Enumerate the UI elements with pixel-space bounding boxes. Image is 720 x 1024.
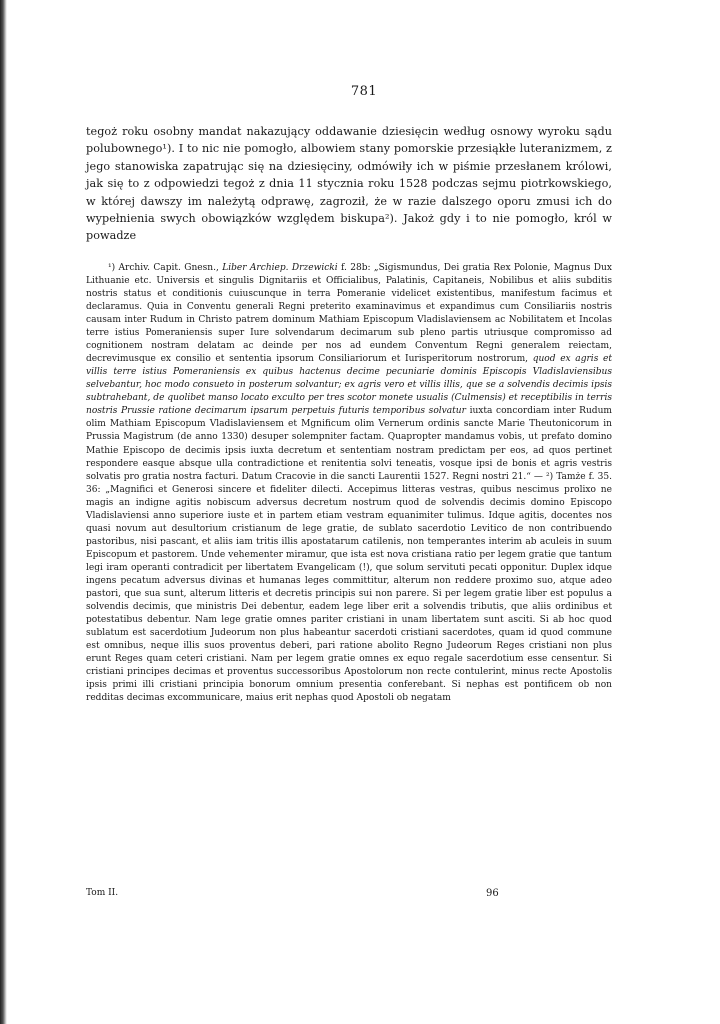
page [86, 84, 612, 705]
footnote-text-3: iuxta concordiam inter Rudum olim Mathiam Episcopum Vladislaviensem et Mgnificum olim Vernerum ordinis sancte Marie Theutonicorum in Prussia Magistrum (de anno 1330) desuper solempniter factam. Quapropter mandamus vobis, ut prefato domino Mathie Episcopo de decimis ipsis iuxta decretum et sententiam nostram predictam per eos, ad quos pertinet respondere easque absque ulla contradictione et renitentia solvi teneatis, vosque ipsi de bonis et agris vestris solvatis pro gratia nostra facturi. Datum Cracovie in die sancti Laurentii 1527. Regni nostri 21.“ — ²) Tamże f. 35. 36: „Magnifici et Generosi sincere et fideliter dilecti. Accepimus litteras vestras, quibus nescimus prolixo ne magis an indigne agitis nobiscum adversus decretum nostrum quod de solvendis decimis domino Episcopo Vladislaviensi anno superiore iuste et in partem etiam vestram equanimiter tulimus. Idque agitis, docentes nos quasi novum aut desultorium cristianum de lege gratie, de sublato sacerdotio Levitico de non contribuendo pastoribus, nisi pascant, et aliis iam tritis illis apostatarum catilenis, non temperantes interim ab aculeis in suum Episcopum et pastorem. Unde vehementer miramur, que ista est nova cristiana ratio per legem gratie que tantum legi iram operanti contradicit per libertatem Evangelicam (!), que solum servituti pecati opponitur. Duplex idque ingens pecatum adversus divinas et humanas leges committitur, alterum non reddere proximo suo, atque adeo pastori, que sua sunt, alterum litteris et decretis principis sui non parere. Si per legem gratie liber est populus a solvendis decimis, que ministris Dei debentur, eadem lege liber erit a solvendis tributis, que aliis ordinibus et potestatibus debentur. Nam lege gratie omnes pariter cristiani in unam libertatem sunt asciti. Si ab hoc quod sublatum est sacerdotium Judeorum non plus habeantur sacerdoti cristiani sacerdotes, quam id quod commune est omnibus, neque illis suos proventus deberi, pari ratione abolito Regno Judeorum Reges cristiani non plus erunt Reges quam ceteri cristiani. Nam per legem gratie omnes ex equo regale sacerdotium esse censentur. Si cristiani principes decimas et proventus successoribus Apostolorum non recte contulerint, minus recte Apostolis ipsis primi illi cristiani principia bonorum omnium presentia conferebant. Si nephas est pontificem ob non redditas decimas excommunicare, maius erit nephas quod Apostoli ob negatam [86, 406, 612, 704]
scan-border [0, 0, 7, 1024]
footnotes [86, 262, 612, 706]
footnote-text-1: ¹) Archiv. Capit. Gnesn., [108, 262, 223, 273]
main-paragraph: tegoż roku osobny mandat nakazujący oddawanie dziesięcin według osnowy wyroku sądu polubownego¹). I to nic nie pomogło, albowiem stany pomorskie przesiąkłe luteranizmem, z jego stanowiska zapatrując się na dziesięciny, odmówiły ich w piśmie przesłanem królowi, jak się to z odpowiedzi tegoż z dnia 11 stycznia roku 1528 podczas sejmu piotrkowskiego, w której dawszy im należytą odprawę, zagroził, że w razie dalszego oporu zmusi ich do wypełnienia swych obowiązków względem biskupa²). Jakoż gdy i to nie pomogło, król w powadze [86, 125, 612, 243]
page-number: 781 [350, 84, 378, 99]
printer-signature-number: 96 [486, 888, 499, 899]
footnote-source-title: Liber Archiep. Drzewicki [222, 262, 338, 273]
page-footer [86, 888, 612, 902]
footnote-text-2: f. 28b: „Sigismundus, Dei gratia Rex Polonie, Magnus Dux Lithuanie etc. Universis et singulis Dignitariis et Officialibus, Palatinis, Capitaneis, Nobilibus et aliis subditis nostris status et conditionis cuiuscunque in terra Pomeranie videlicet existentibus, manifestum facimus et declaramus. Quia in Conventu generali Regni preterito examinavimus et expandimus cum Consiliariis nostris causam inter Rudum in Christo patrem dominum Mathiam Episcopum Vladislaviensem ac Nobilitatem et Incolas terre istius Pomeraniensis super Iure solvendarum decimarum sub pleno partis utriusque compromisso ad cognitionem nostram delatam ac deinde per nos ad eundem Conventum Regni generalem reiectam, decrevimusque ex consilio et sententia ipsorum Consiliariorum et Iurisperitorum nostrorum, [86, 262, 612, 365]
footnote-decree-italic: quod ex agris et villis terre istius Pomeraniensis ex quibus hactenus decime pecuniarie dominis Episcopis Vladislaviensibus selvebantur, hoc modo consueto in posterum solvantur; ex agris vero et villis illis, que se a solvendis decimis ipsis subtrahebant, de quolibet manso locato exculto per tres scotor monete usualis (Culmensis) et receptibilis in terris nostris Prussie ratione decimarum ipsarum perpetuis futuris temporibus solvatur [86, 354, 612, 417]
footnote-block [86, 262, 612, 706]
printer-signature-volume: Tom II. [86, 888, 119, 898]
